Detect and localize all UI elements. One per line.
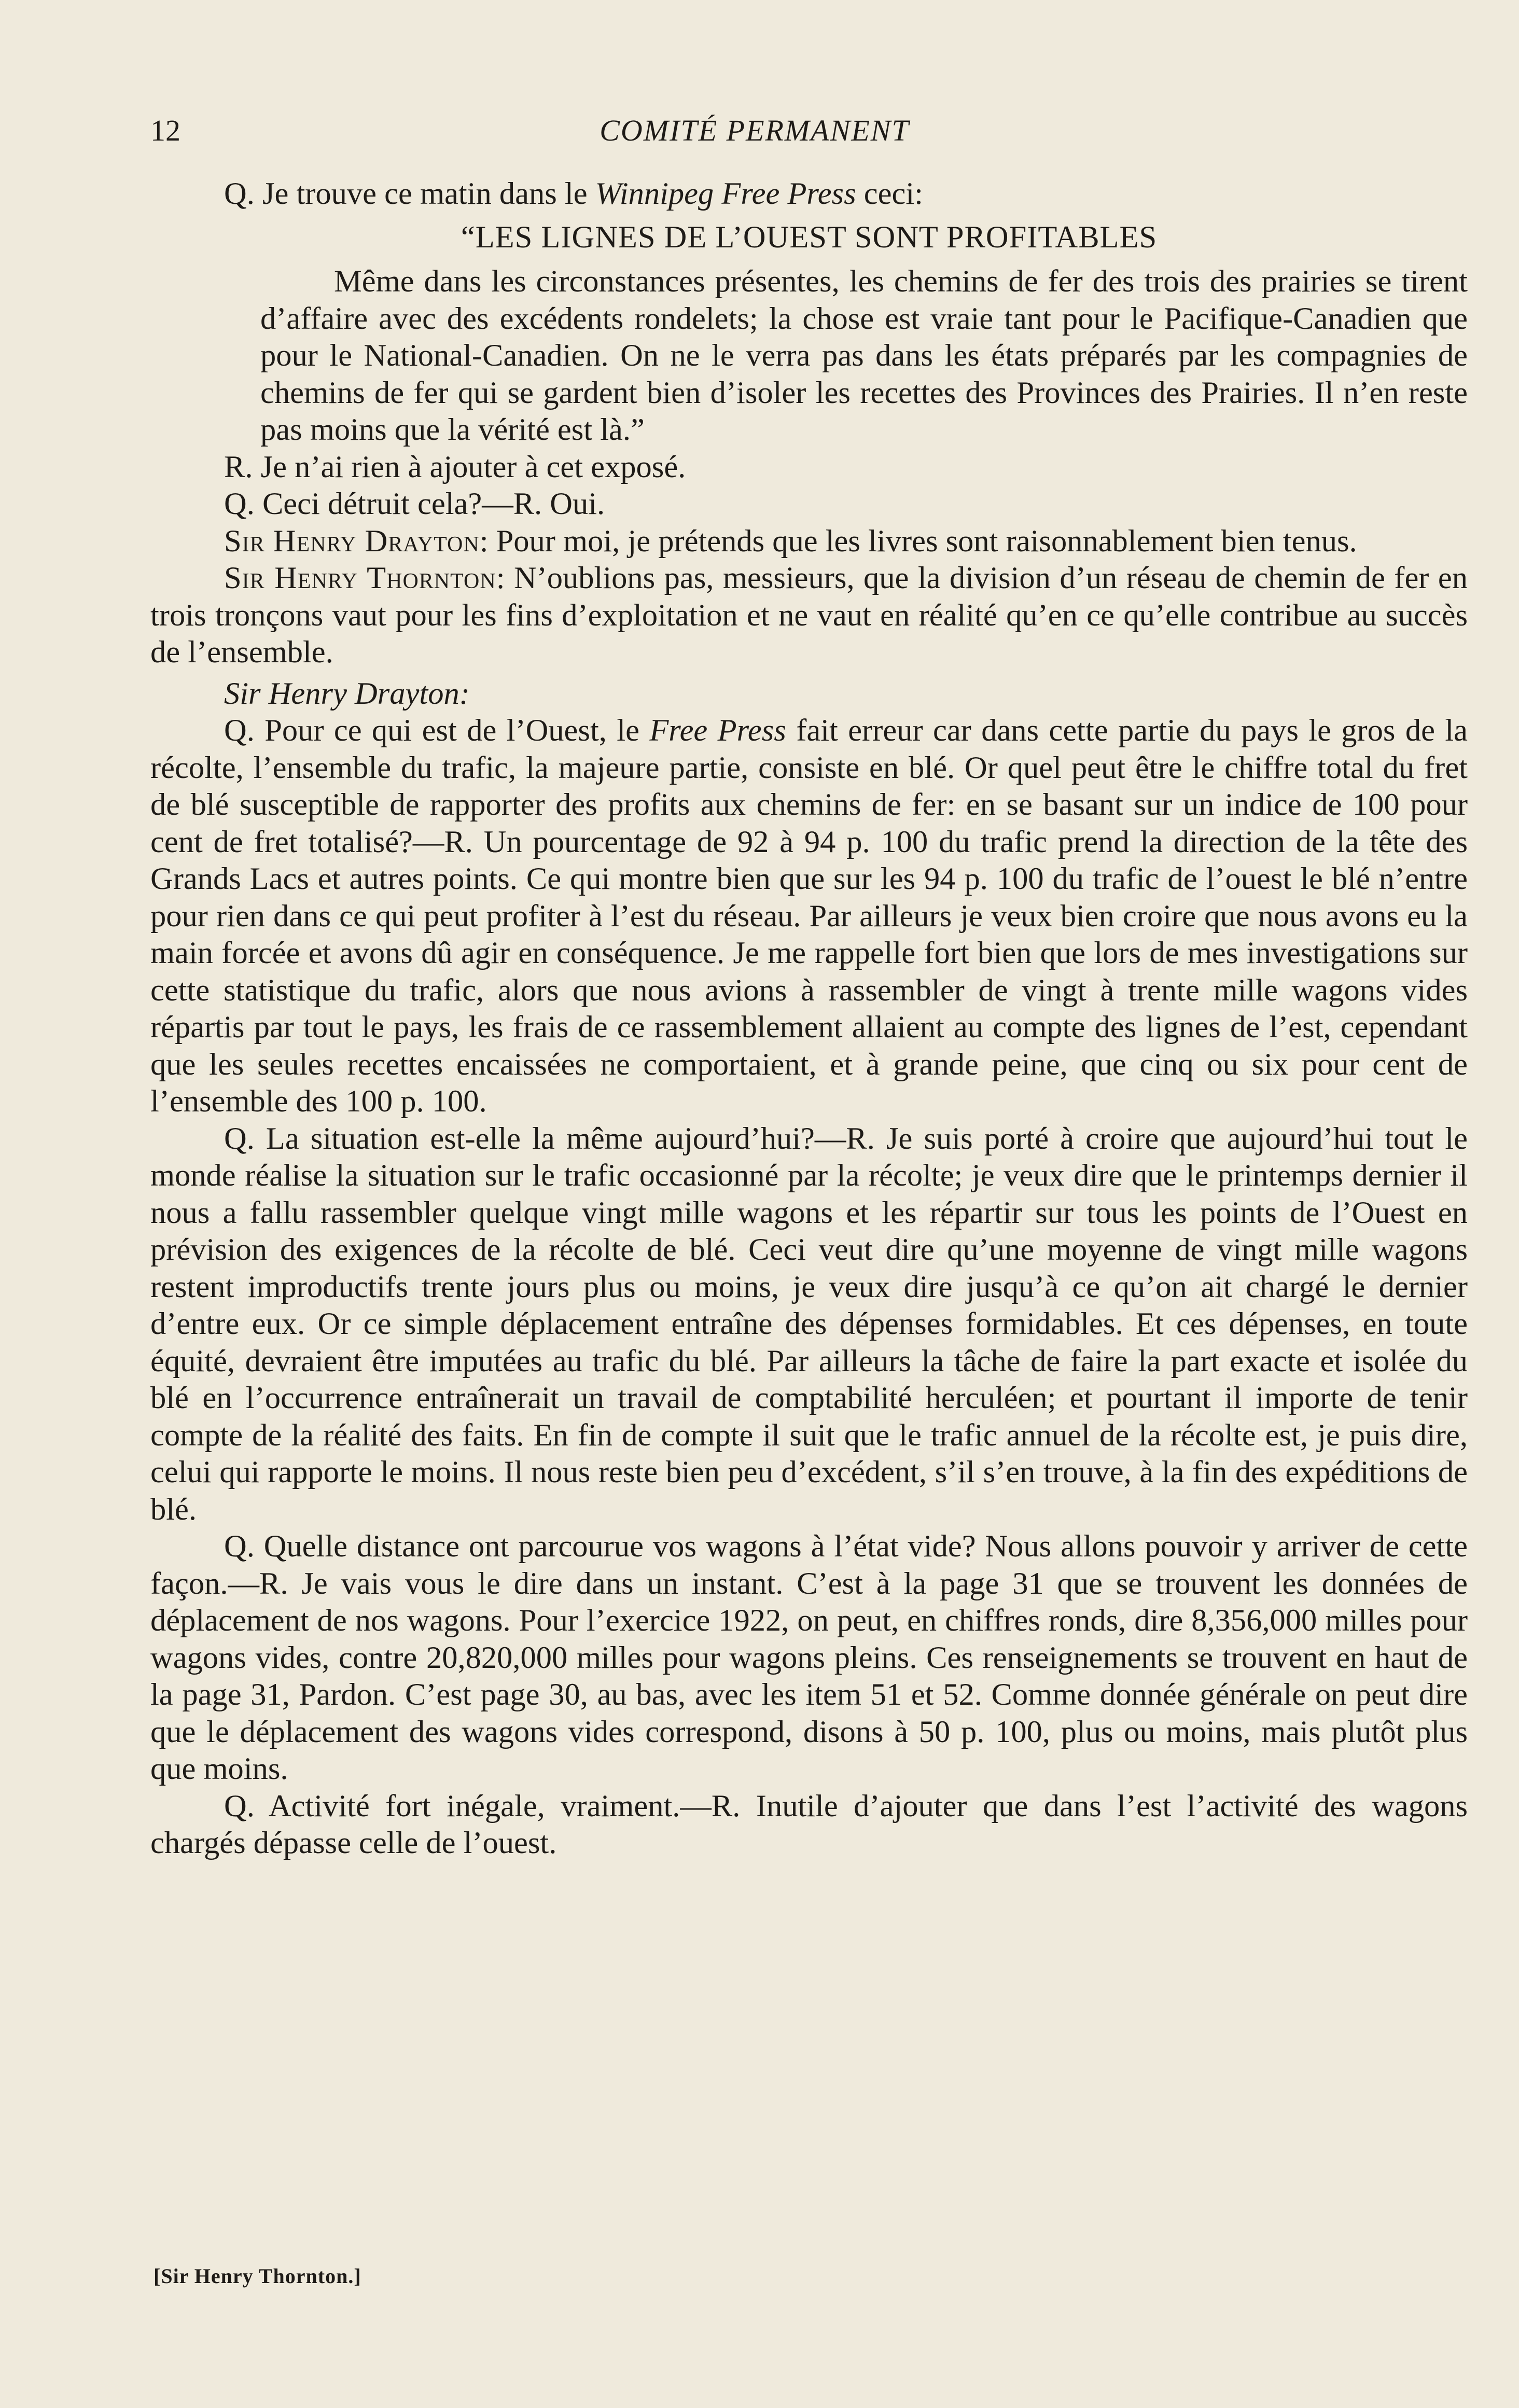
- quoted-headline: “LES LIGNES DE L’OUEST SONT PROFITABLES: [461, 219, 1158, 255]
- paragraph-question-winnipeg: Q. Je trouve ce matin dans le Winnipeg Free Press ceci:: [224, 176, 923, 211]
- speaker-line: Sir Henry Drayton:: [224, 676, 470, 711]
- page-body: [150, 175, 1468, 1862]
- paragraph-activity: Q. Activité fort inégale, vraiment.—R. Inutile d’ajouter que dans l’est l’activité des wagons chargés dépasse celle de l’ouest.: [150, 1788, 1468, 1860]
- paragraph-answer: R. Je n’ai rien à ajouter à cet exposé.: [224, 449, 686, 484]
- paragraph-free-press: Q. Pour ce qui est de l’Ouest, le Free Press fait erreur car dans cette partie du pays le gros de la récolte, l’ensemble du trafic, la majeure partie, consiste en blé. Or quel peut être le chiffre total du fret de blé susceptible de rapporter des profits aux chemins de fer: en se basant sur un indice de 100 pour cent de fret totalisé?—R. Un pourcentage de 92 à 94 p. 100 du trafic prend la direction de la tête des Grands Lacs et autres points. Ce qui montre bien que sur les 94 p. 100 du trafic de l’ouest le blé n’entre pour rien dans ce qui peut profiter à l’est du réseau. Par ailleurs je veux bien croire que nous avons eu la main forcée et avons dû agir en conséquence. Je me rappelle fort bien que lors de mes investigations sur cette statistique du trafic, alors que nous avions à rassembler de vingt à trente mille wagons vides répartis par tout le pays, les frais de ce rassemblement allaient au compte des lignes de l’est, cependant que les seules recettes encaissées ne comportaient, et à grande peine, que cinq ou six pour cent de l’ensemble des 100 p. 100.: [150, 713, 1468, 1119]
- paragraph-distance: Q. Quelle distance ont parcourue vos wagons à l’état vide? Nous allons pouvoir y arriver de cette façon.—R. Je vais vous le dire dans un instant. C’est à la page 31 que se trouvent les données de déplacement de nos wagons. Pour l’exercice 1922, on peut, en chiffres ronds, dire 8,356,000 milles pour wagons vides, contre 20,820,000 milles pour wagons pleins. Ces renseignements se trouvent en haut de la page 31, Pardon. C’est page 30, au bas, avec les item 51 et 52. Comme donnée générale on peut dire que le déplacement des wagons vides correspond, disons à 50 p. 100, plus ou moins, mais plutôt plus que moins.: [150, 1529, 1468, 1786]
- speaker-name: Sir Henry Thornton: [224, 561, 496, 595]
- paragraph-question-answer: Q. Ceci détruit cela?—R. Oui.: [224, 486, 605, 521]
- footer-speaker-tag: [Sir Henry Thornton.]: [154, 2264, 361, 2288]
- running-head: COMITÉ PERMANENT: [600, 114, 910, 147]
- page-header: [150, 110, 1359, 151]
- speaker-name: Sir Henry Drayton: [224, 523, 480, 559]
- quoted-article: Même dans les circonstances présentes, les chemins de fer des trois des prairies se tirent d’affaire avec des excédents rondelets; la chose est vraie tant pour le Pacifique-Canadien que pour le National-Canadien. On ne le verra pas dans les états préparés par les compagnies de chemins de fer qui se gardent bien d’isoler les recettes des Provinces des Prairies. Il n’en reste pas moins que la vérité est là.”: [260, 264, 1468, 447]
- paragraph-drayton: Sir Henry Drayton: Pour moi, je prétends que les livres sont raisonnablement bien tenus.: [224, 523, 1357, 559]
- paragraph-situation: Q. La situation est-elle la même aujourd’hui?—R. Je suis porté à croire que aujourd’hui tout le monde réalise la situation sur le trafic occasionné par la récolte; je veux dire que le printemps dernier il nous a fallu rassembler quelque vingt mille wagons et les répartir sur tous les points de l’Ouest en prévision des exigences de la récolte de blé. Ceci veut dire qu’une moyenne de vingt mille wagons restent improductifs trente jours plus ou moins, je veux dire jusqu’à ce qu’on ait chargé le dernier d’entre eux. Or ce simple déplacement entraîne des dépenses formidables. Et ces dépenses, en toute équité, devraient être imputées au trafic du blé. Par ailleurs la tâche de faire la part exacte et isolée du blé en l’occurrence entraînerait un travail de comptabilité herculéen; et pourtant il importe de tenir compte de la réalité des faits. En fin de compte il suit que le trafic annuel de la récolte est, je puis dire, celui qui rapporte le moins. Il nous reste bien peu d’excédent, s’il s’en trouve, à la fin des expéditions de blé.: [150, 1121, 1468, 1527]
- page-number: 12: [150, 114, 180, 147]
- paragraph-thornton: Sir Henry Thornton: N’oublions pas, messieurs, que la division d’un réseau de chemin de fer en trois tronçons vaut pour les fins d’exploitation et ne vaut en réalité qu’en ce qu’elle contribue au succès de l’ensemble.: [150, 561, 1468, 670]
